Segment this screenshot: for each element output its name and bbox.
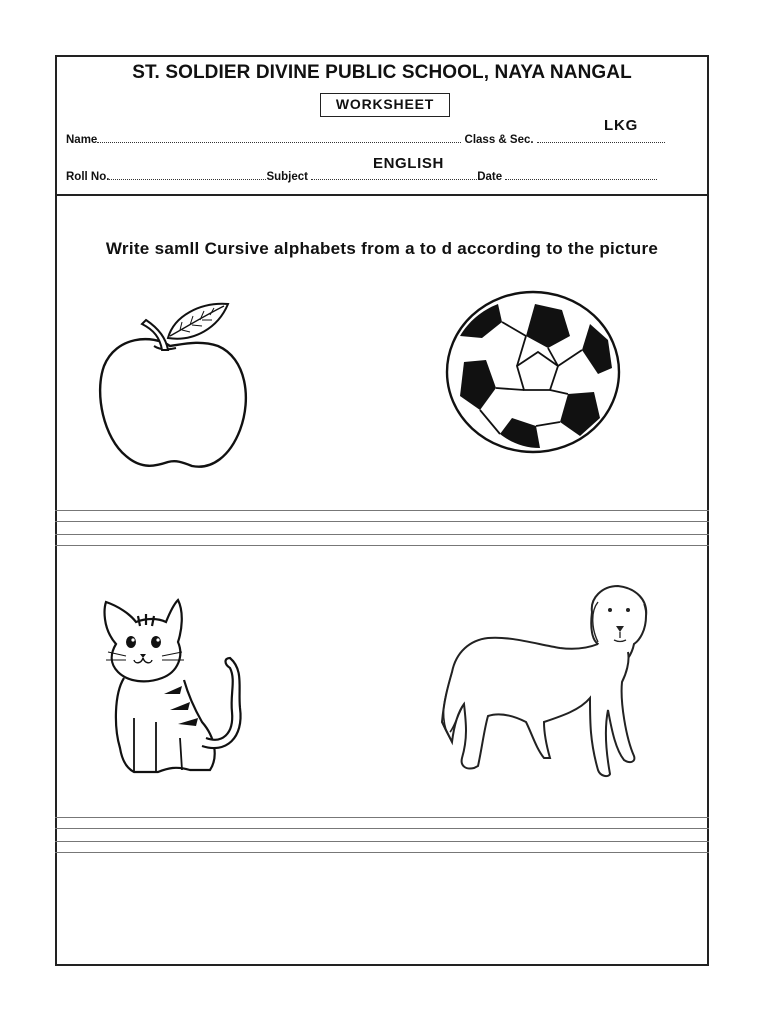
- subject-value: ENGLISH: [373, 155, 444, 172]
- class-sec-field[interactable]: [537, 134, 665, 143]
- writing-line: [55, 534, 709, 535]
- class-value: LKG: [604, 117, 639, 134]
- writing-line: [55, 817, 709, 818]
- apple-icon: [96, 298, 256, 474]
- date-label: Date: [477, 171, 503, 183]
- roll-no-label: Roll No.: [66, 171, 110, 183]
- writing-line: [55, 852, 709, 853]
- instruction-text: Write samll Cursive alphabets from a to d according to the picture: [105, 239, 659, 258]
- school-name: ST. SOLDIER DIVINE PUBLIC SCHOOL, NAYA NANGAL: [132, 62, 632, 83]
- dog-icon: [440, 582, 652, 780]
- roll-no-field[interactable]: [109, 171, 266, 180]
- name-class-row: [66, 134, 665, 146]
- writing-line: [55, 828, 709, 829]
- header-divider: [55, 194, 709, 196]
- writing-line: [55, 521, 709, 522]
- name-field[interactable]: [97, 134, 461, 143]
- writing-line: [55, 510, 709, 511]
- name-label: Name: [66, 134, 98, 146]
- roll-subject-date-row: [66, 171, 657, 183]
- date-field[interactable]: [505, 171, 657, 180]
- writing-line: [55, 841, 709, 842]
- worksheet-label: WORKSHEET: [320, 93, 450, 117]
- subject-label: Subject: [266, 171, 308, 183]
- subject-field[interactable]: [311, 171, 477, 180]
- class-sec-label: Class & Sec.: [464, 134, 534, 146]
- writing-line: [55, 545, 709, 546]
- cat-icon: [98, 598, 250, 780]
- football-icon: [440, 288, 626, 458]
